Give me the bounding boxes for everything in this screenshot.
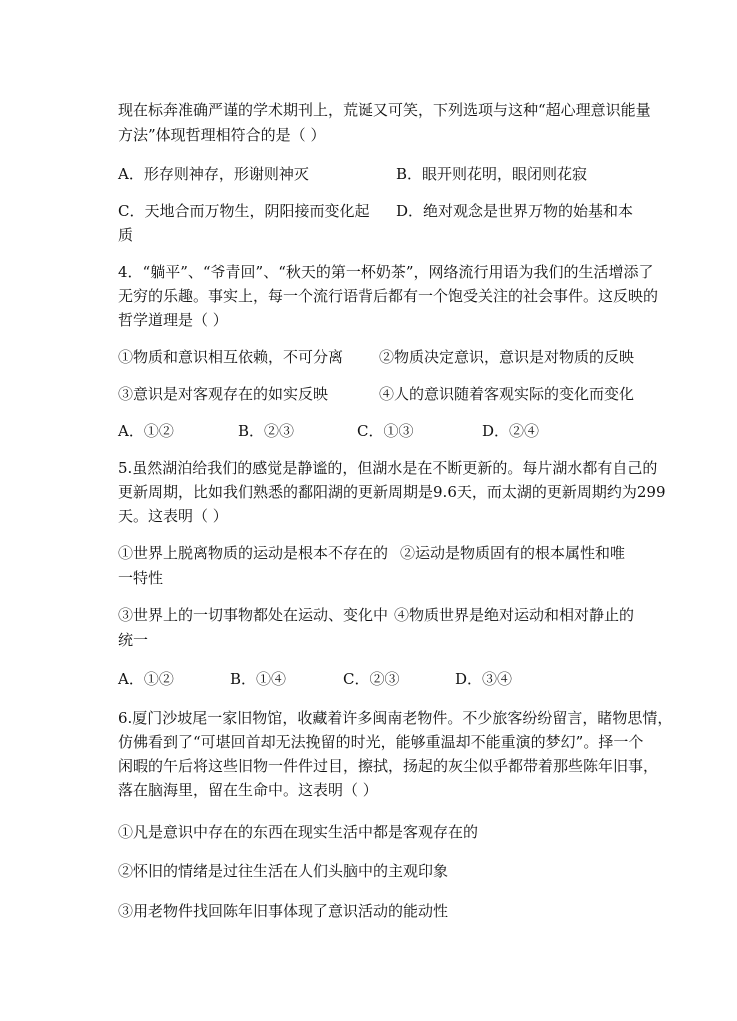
q3-option-d-line-2: 质 — [118, 226, 134, 244]
q6-stem-line-2: 仿佛看到了“可堪回首却无法挽留的时光，能够重温却不能重演的梦幻”。择一个 — [118, 733, 644, 751]
q4-answer-a: A．①② — [118, 422, 174, 440]
q5-answer-b: B．①④ — [230, 670, 287, 688]
q5-stem-line-2: 更新周期，比如我们熟悉的鄱阳湖的更新周期是9.6天，而太湖的更新周期约为299 — [118, 483, 666, 501]
q6-item-2: ②怀旧的情绪是过往生活在人们头脑中的主观印象 — [118, 862, 449, 880]
q5-stem-line-3: 天。这表明（ ） — [118, 507, 228, 525]
q5-answer-c: C．②③ — [343, 670, 400, 688]
q6-item-3: ③用老物件找回陈年旧事体现了意识活动的能动性 — [118, 902, 449, 920]
q4-stem-line-2: 无穷的乐趣。事实上，每一个流行语背后都有一个饱受关注的社会事件。这反映的 — [118, 287, 659, 305]
q4-answer-b: B．②③ — [238, 422, 295, 440]
q4-item-3: ③意识是对客观存在的如实反映 — [118, 385, 329, 403]
q3-option-d-line-1: D．绝对观念是世界万物的始基和本 — [396, 202, 634, 220]
q3-option-c: C．天地合而万物生，阴阳接而变化起 — [118, 202, 370, 220]
q6-stem-line-4: 落在脑海里，留在生命中。这表明（ ） — [118, 781, 378, 799]
q5-answer-d: D．③④ — [455, 670, 513, 688]
q4-item-1: ①物质和意识相互依赖，不可分离 — [118, 348, 344, 366]
q3-stem-line-1: 现在标奔准确严谨的学术期刊上，荒诞又可笑，下列选项与这种“超心理意识能量 — [118, 101, 651, 119]
q6-stem-line-3: 闲暇的午后将这些旧物一件件过目，擦拭，扬起的灰尘似乎都带着那些陈年旧事， — [118, 757, 659, 775]
q6-stem-line-1: 6.厦门沙坡尾一家旧物馆，收藏着许多闽南老物件。不少旅客纷纷留言，睹物思情， — [118, 709, 673, 727]
q5-item-4-line-2: 统一 — [118, 631, 149, 649]
q5-stem-line-1: 5.虽然湖泊给我们的感觉是静谧的，但湖水是在不断更新的。每片湖水都有自己的 — [118, 459, 658, 477]
q5-item-2-line-2: 一特性 — [118, 569, 164, 587]
q4-item-4: ④人的意识随着客观实际的变化而变化 — [379, 385, 635, 403]
q4-answer-c: C．①③ — [357, 422, 414, 440]
q4-item-2: ②物质决定意识，意识是对物质的反映 — [379, 348, 635, 366]
q4-stem-line-1: 4．“躺平”、“爷青回”、“秋天的第一杯奶茶”，网络流行用语为我们的生活增添了 — [118, 263, 654, 281]
q3-option-b: B．眼开则花明，眼闭则花寂 — [396, 165, 588, 183]
q6-item-1: ①凡是意识中存在的东西在现实生活中都是客观存在的 — [118, 823, 479, 841]
q5-item-1: ①世界上脱离物质的运动是根本不存在的 — [118, 544, 389, 562]
q5-item-4-line-1: ④物质世界是绝对运动和相对静止的 — [394, 606, 635, 624]
q5-item-3: ③世界上的一切事物都处在运动、变化中 — [118, 606, 389, 624]
q3-option-a: A．形存则神存，形谢则神灭 — [118, 165, 309, 183]
q4-answer-d: D．②④ — [482, 422, 540, 440]
q4-stem-line-3: 哲学道理是（ ） — [118, 311, 228, 329]
q5-answer-a: A．①② — [118, 670, 174, 688]
q3-stem-line-2: 方法”体现哲理相符合的是（ ） — [118, 126, 326, 144]
q5-item-2-line-1: ②运动是物质固有的根本属性和唯 — [400, 544, 626, 562]
